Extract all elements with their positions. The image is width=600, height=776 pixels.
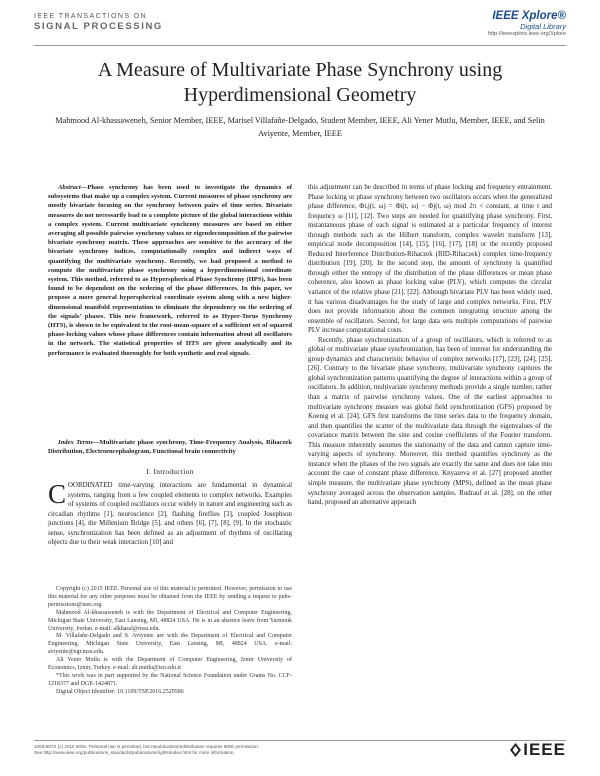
footnote-author-2: M. Villafañe-Delgado and S. Aviyente are with the Department of Electrical and Computer Engineering, Michigan State University, East Lansing, MI, 48824 USA. e-mail: aviyente@egr.msu.edu.: [48, 633, 292, 656]
footnote-author-3: Ali Yener Mutlu is with the Department of Computer Engineering, Izmir University of Economics, Izmir, Turkey. e-mail: ali.mutlu@ieu.edu.tr: [48, 657, 292, 672]
abstract-text: —Phase synchrony has been used to investigate the dynamics of subsystems that make up a complex system. Current measures of phase synchrony are mostly bivariate focusing on the synchrony between pairs of time series. Bivariate measures do not necessarily lead to a complete picture of the global interactions within a complex system. Current multivariate synchrony measures are based on either averaging all possible pairwise synchrony values or eigendecomposition of the pairwise bivariate synchrony matrix. These approaches are sensitive to the accuracy of the bivariate synchrony indices, computationally complex and indirect ways of quantifying the multivariate synchrony. Recently, we had proposed a method to compute the multivariate phase synchrony using a hyperdimensional coordinate system. This method, referred to as Hyperspherical Phase Synchrony (HPS), has been found to be dependent on the ordering of the phase differences. In this paper, we propose a more general hyperspherical coordinate system along with a new higher-dimensional manifold representation to eliminate the dependency on the ordering of the signals’ phases. This new framework, referred to as Hyper-Torus Synchrony (HTS), is shown to be equivalent to the root-mean-square of a sufficient set of squared phase-locking values whose phase differences contain information about all oscillators in the network. The statistical properties of HTS are given analytically and its performance is evaluated thoroughly for both synthetic and real signals.: [48, 184, 292, 357]
header-rule: [34, 45, 566, 46]
ieee-diamond-icon: [510, 743, 521, 757]
license-notice: [34, 744, 334, 756]
abstract-label: Abstract: [58, 184, 81, 191]
footnote-copyright: Copyright (c) 2015 IEEE. Personal use of this material is permitted. However, permission to use this material for any other purposes must be obtained from the IEEE by sending a request to pubs-permissions@ieee.org.: [48, 586, 292, 608]
footer-rule: [34, 740, 566, 741]
footnote-author-1: Mahmood Al-khassaweneh is with the Department of Electrical and Computer Engineering, Michigan State University, East Lansing, MI, 48824 USA. He is in an absence leave from Yarmouk University, Jordan. e-mail: alkhassl@msu.edu.: [48, 609, 292, 632]
index-terms-text: —Multivariate phase synchrony, Time-Frequency Analysis, Rihaczek Distribution, Electroencephalogram, Functional brain connectivity: [48, 439, 292, 456]
journal-line-1: IEEE TRANSACTIONS ON: [34, 13, 148, 20]
footnote-doi: Digital Object Identifier: 10.1109/TSP.2016.2529586: [56, 688, 184, 695]
license-line-1: 1053-587X (c) 2015 IEEE. Personal use is permitted, but republication/redistribution requires IEEE permission.: [34, 744, 259, 749]
ieee-xplore-logo[interactable]: [488, 10, 566, 37]
introduction-paragraph: [48, 481, 292, 548]
footnotes: [48, 586, 292, 697]
xplore-brand: IEEE Xplore®: [492, 10, 566, 22]
right-column: [308, 183, 552, 508]
footnote-funding: *This work was in part supported by the National Science Foundation under Grants No. CCF-1218377 and DGE-1424871.: [48, 672, 292, 687]
ieee-logo-text: IEEE: [523, 740, 566, 759]
journal-line-2: SIGNAL PROCESSING: [34, 21, 163, 32]
ieee-logo: [510, 740, 566, 760]
paper-title: A Measure of Multivariate Phase Synchrony using Hyperdimensional Geometry: [97, 59, 503, 106]
license-line-2: See http://www.ieee.org/publications_standards/publications/rights/index.html for more information.: [34, 750, 235, 755]
section-heading-introduction: I. Introduction: [146, 467, 194, 476]
xplore-subtitle: Digital Library: [520, 22, 566, 31]
introduction-text: OORDINATED time-varying interactions are fundamental in dynamical systems, ranging from a few coupled elements to complex networks. Examples of systems of coupled oscillators occur widely in nature and engineering such as circadian rhythms [1], neuroscience [2], flashing fireflies [3], coupled Josephson junctions [4], the Millenium Bridge [5], and others [6], [7], [8], [9]. In the stochastic sense, synchronization has been defined as an adjustment of rhythms of oscillating objects due to their weak interaction [10] and: [48, 482, 292, 547]
drop-cap: C: [48, 479, 67, 509]
paper-authors: Mahmood Al-khassaweneh, Senior Member, IEEE, Marisel Villafañe-Delgado, Student Member, IEEE, Ali Yener Mutlu, Member, IEEE, and Selin Aviyente, Member, IEEE: [55, 116, 545, 138]
xplore-url[interactable]: http://ieeexplore.ieee.org/Xplore: [488, 31, 566, 37]
abstract: [48, 183, 292, 358]
right-paragraph-2: Recently, phase synchronization of a group of oscillators, which is referred to as global or multivariate phase synchronization, has been of interest for understanding the group dynamics and characteristic behavior of complex networks [17], [23], [24], [25], [26]. Contrary to the bivariate phase synchrony, multivariate synchrony captures the global synchronization patterns quantifying the degree of interactions within a group of oscillators. In addition, multivariate synchrony methods provide a single number, rather than a matrix of pairwise synchrony values. One of the earliest approaches to multivariate synchrony measure was global field synchronization (GFS) proposed by Koenig et al. [24]. GFS first transforms the time series data to the frequency domain, and then quantifies the scatter of the multivariate data through the eigenvalues of the covariance matrix between the sine and cosine coefficients of the Fourier transform. This measure inherently assumes the stationarity of the data and cannot capture time-varying aspects of synchrony. Moreover, this method quantifies synchrony as the instance when the phases of the two signals are exactly the same and does not take into account the case of constant phase difference. Knyazeva et al. [27] proposed another simple measure, the multivariate phase synchrony (MPS), defined as the mean phase synchrony averaged across the observation samples. Rudrauf et al. [28], on the other hand, proposed an alternative approach: [308, 336, 552, 507]
right-paragraph-1: this adjustment can be described in terms of phase locking and frequency entrainment. Phase locking or phase synchrony between two oscillators occurs when the generalized phase difference, Φi,j(t, ω) = Φi(t, ω) − Φj(t, ω) mod 2π < constant, at time t and frequency ω [11], [12]. Two steps are needed for quantifying phase synchrony. First, instantaneous phase of each signal is estimated at a particular frequency of interest through methods such as the Hilbert transform, complex wavelet transform [13], empirical mode decomposition [14], [15], [16], [17], [18] or the recently proposed Reduced Interference Distribution-Rihaczek (RID-Rihaczek) complex time-frequency distribution [19], [20]. In the second step, the amount of synchrony is quantified through either the entropy of the distribution of the phase differences or mean phase coherence, also known as phase locking value (PLV), which computes the circular variance of the relative phase [21], [22]. Although bivariate PLV has been widely used, it has various disadvantages for the study of large and complex networks. First, PLV does not provide information about the common integrating structure among the ensemble of oscillators. Second, for large data sets multiple computations of pairwise PLV increase computational costs.: [308, 184, 552, 335]
journal-header: [34, 12, 163, 32]
index-terms: [48, 438, 292, 456]
index-terms-label: Index Terms: [58, 439, 93, 446]
